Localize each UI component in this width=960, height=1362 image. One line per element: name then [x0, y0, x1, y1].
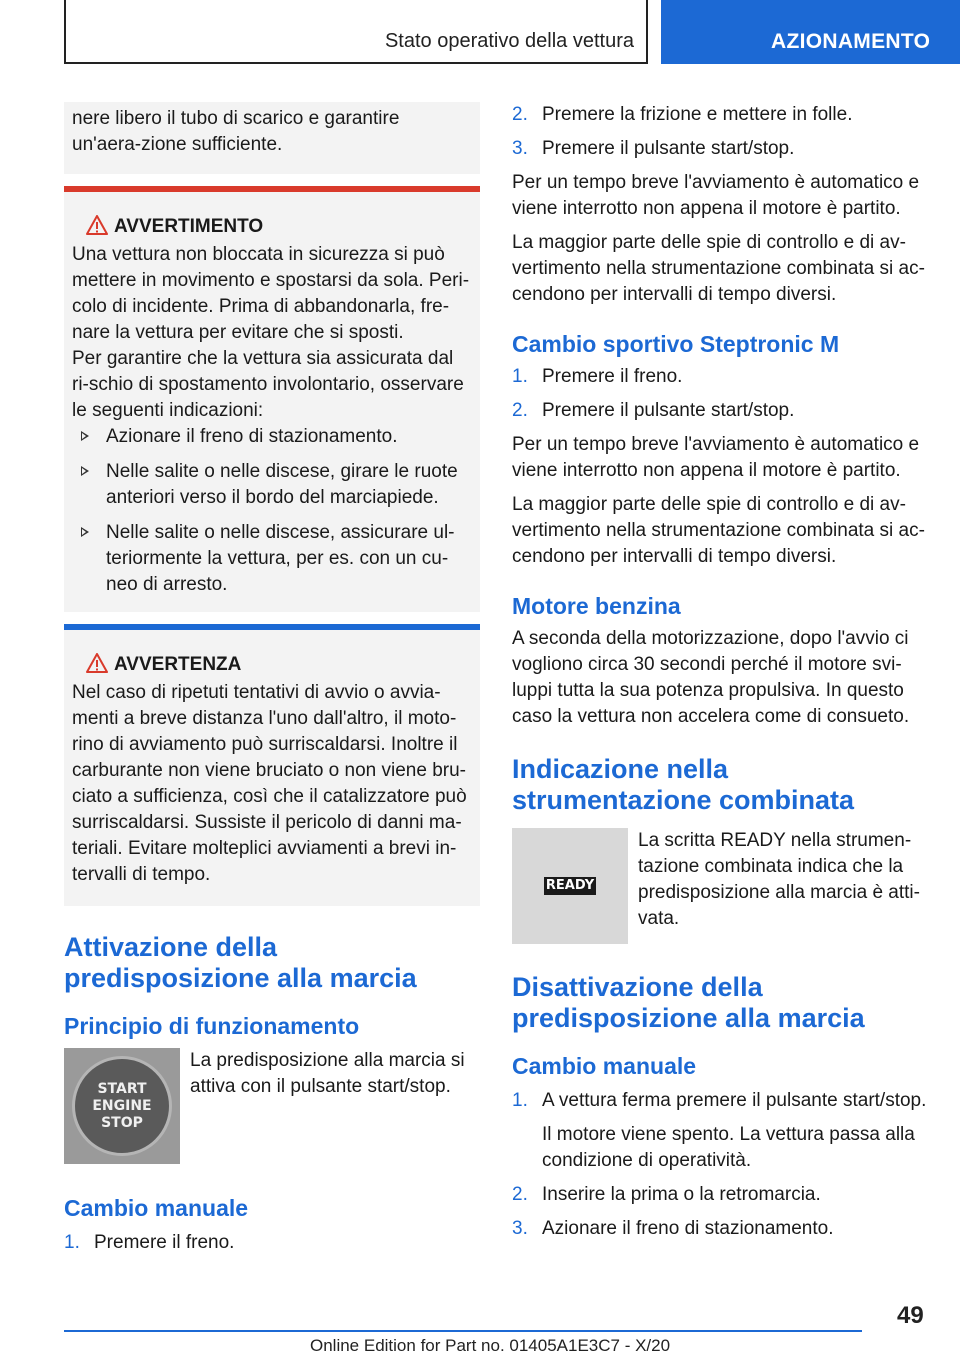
ready-display-image — [512, 828, 628, 944]
warning-box — [64, 186, 480, 612]
right-column — [512, 102, 932, 1250]
list-item: 2. Premere il pulsante start/stop. — [512, 400, 795, 421]
list-item: 3. Premere il pulsante start/stop. — [512, 138, 795, 159]
warning-triangle-icon — [86, 653, 108, 673]
list-item: 1. Premere il freno. — [64, 1232, 235, 1253]
start-engine-stop-button: START ENGINE STOP — [72, 1056, 172, 1156]
heading-steptronic: Cambio sportivo Steptronic M — [512, 331, 840, 357]
warning-paragraph-1: Una vettura non bloccata in sicurezza si può mettere in movimento e spostarsi da sola. Peri-colo di incidente. Prima di abbandonarla, fre-nare la vettura per evitare che si sposti. — [72, 244, 470, 343]
display-text: La scritta READY nella strumen-tazione combinata indica che la predisposizione alla marcia è atti-vata. — [638, 830, 920, 929]
footer-divider — [64, 1330, 862, 1332]
list-item: Nelle salite o nelle discese, assicurare ul-teriormente la vettura, per es. con un cu-neo di arresto. — [72, 520, 472, 598]
manual-steps-continued — [512, 102, 932, 162]
display-row — [512, 828, 932, 944]
header-chapter-title: AZIONAMENTO — [771, 30, 931, 53]
list-item: 1. A vettura ferma premere il pulsante start/stop. Il motore viene spento. La vettura passa alla condizione di operatività. — [512, 1090, 927, 1171]
principle-text: La predisposizione alla marcia si attiva con il pulsante start/stop. — [190, 1050, 465, 1097]
triangle-bullet-icon — [81, 527, 89, 537]
heading-display: Indicazione nella strumentazione combinata — [512, 754, 855, 815]
list-item: Azionare il freno di stazionamento. — [72, 424, 472, 450]
heading-principle: Principio di funzionamento — [64, 1013, 360, 1039]
start-stop-button-image — [64, 1048, 180, 1164]
heading-petrol-engine: Motore benzina — [512, 593, 681, 619]
principle-row — [64, 1048, 480, 1164]
warning-triangle-icon — [86, 215, 108, 235]
heading-deactivation: Disattivazione della predisposizione alla marcia — [512, 972, 865, 1033]
auto-start-paragraph-2: Per un tempo breve l'avviamento è automatico e viene interrotto non appena il motore è partito. — [512, 434, 920, 481]
warning-title-text: AVVERTIMENTO — [114, 216, 264, 237]
triangle-bullet-icon — [81, 431, 89, 441]
list-item: 1. Premere il freno. — [512, 366, 683, 387]
ready-badge: READY — [545, 878, 595, 893]
notice-box — [64, 624, 480, 906]
warning-bullet-list — [72, 424, 472, 598]
warning-title — [72, 214, 472, 240]
left-column — [64, 102, 480, 1264]
header-chapter-tab — [661, 0, 960, 64]
header-section-tab — [64, 0, 648, 64]
auto-start-paragraph: Per un tempo breve l'avviamento è automatico e viene interrotto non appena il motore è partito. — [512, 172, 920, 219]
notice-title-text: AVVERTENZA — [114, 654, 242, 675]
list-item: Nelle salite o nelle discese, girare le ruote anteriori verso il bordo del marciapiede. — [72, 459, 472, 511]
notice-title — [72, 652, 472, 678]
list-item: 2. Premere la frizione e mettere in folle. — [512, 104, 853, 125]
warning-paragraph-2: Per garantire che la vettura sia assicurata dal ri-schio di spostamento involontario, osservare le seguenti indicazioni: — [72, 348, 464, 421]
heading-manual-gearbox-2: Cambio manuale — [512, 1053, 697, 1079]
notice-paragraph: Nel caso di ripetuti tentativi di avvio o avvia-menti a breve distanza l'uno dall'altro, il moto-rino di avviamento può surriscaldarsi. Inoltre il carburante non viene bruciato o non viene bru-ciato a sufficienza, così che il catalizzatore può surriscaldarsi. Sussiste il pericolo di danni ma-teriali. Evitare molteplici avviamenti a brevi in-tervalli di tempo. — [72, 682, 467, 885]
lights-paragraph-2: La maggior parte delle spie di controllo e di av-vertimento nella strumentazione combinata si ac-cendono per intervalli di tempo diversi. — [512, 494, 925, 567]
triangle-bullet-icon — [81, 466, 89, 476]
heading-manual-gearbox: Cambio manuale — [64, 1195, 249, 1221]
lights-paragraph: La maggior parte delle spie di controllo e di av-vertimento nella strumentazione combinata si ac-cendono per intervalli di tempo diversi. — [512, 232, 925, 305]
list-item: 2. Inserire la prima o la retromarcia. — [512, 1184, 821, 1205]
intro-box — [64, 102, 480, 174]
list-item: 3. Azionare il freno di stazionamento. — [512, 1218, 834, 1239]
manual-steps — [64, 1230, 480, 1256]
page-number: 49 — [897, 1302, 924, 1329]
petrol-paragraph: A seconda della motorizzazione, dopo l'avvio ci vogliono circa 30 secondi perché il motore svi-luppi tutta la sua potenza propulsiva. In questo caso la vettura non accelera come di consueto. — [512, 628, 910, 727]
heading-activation: Attivazione della predisposizione alla marcia — [64, 932, 417, 993]
steptronic-steps — [512, 364, 932, 424]
footer-edition: Online Edition for Part no. 01405A1E3C7 - X/20 — [310, 1336, 671, 1355]
intro-text: nere libero il tubo di scarico e garantire un'aera-zione sufficiente. — [72, 108, 400, 155]
header-section-title: Stato operativo della vettura — [384, 30, 634, 52]
deactivation-steps — [512, 1088, 932, 1242]
